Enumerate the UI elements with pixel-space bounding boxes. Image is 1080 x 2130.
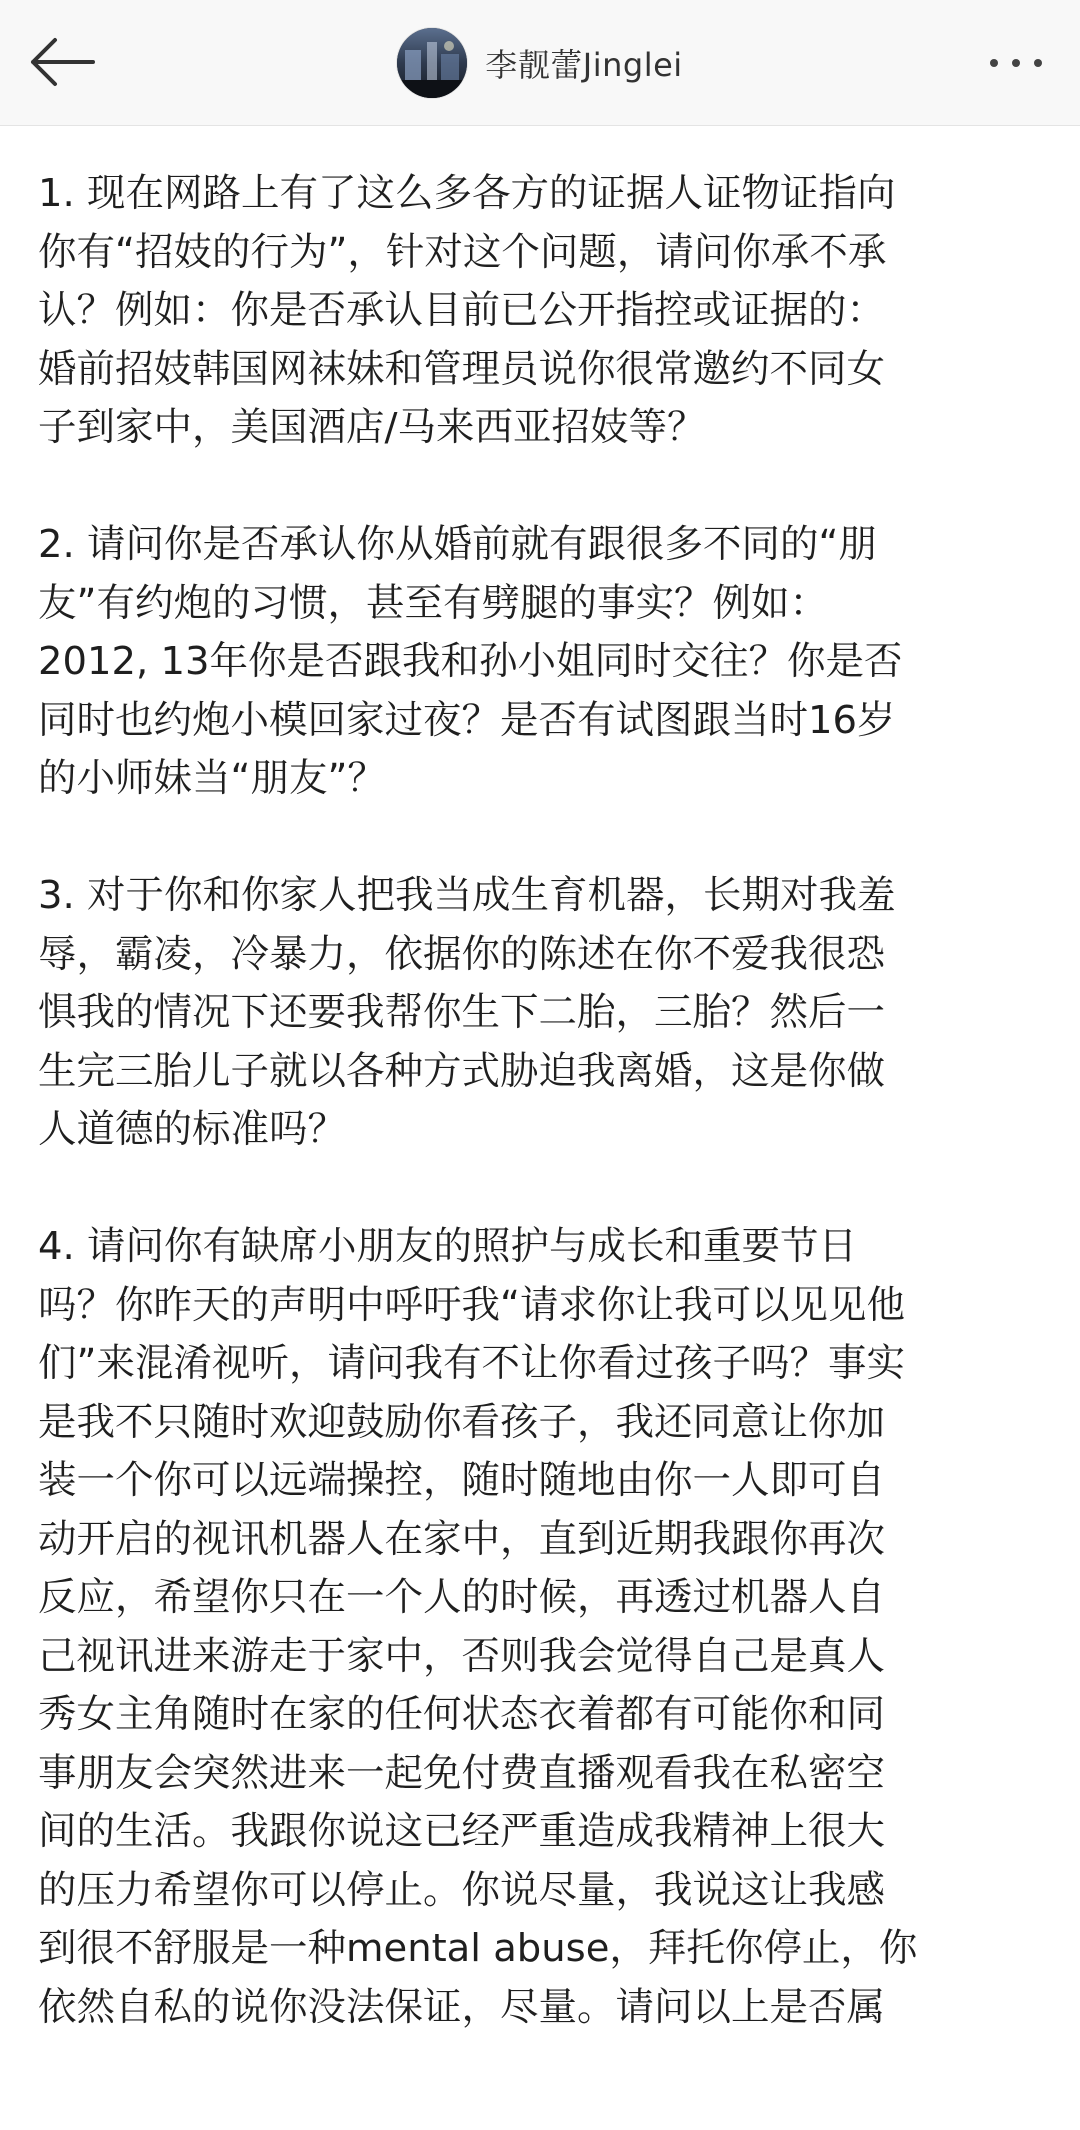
post-body [38,165,1038,2096]
top-nav-bar [0,0,1080,126]
back-button[interactable] [22,26,102,98]
post-paragraph-2: 2. 请问你是否承认你从婚前就有跟很多不同的“朋 友”有约炮的习惯，甚至有劈腿的事实？例如： 2012, 13年你是否跟我和孙小姐同时交往？你是否 同时也约炮小模回家过夜？是否有试图跟当时16岁 的小师妹当“朋友”？ [38,522,903,801]
avatar[interactable] [397,28,467,98]
post-paragraph-3: 3. 对于你和你家人把我当成生育机器，长期对我羞 辱，霸凌，冷暴力，依据你的陈述在你不爱我很恐 惧我的情况下还要我帮你生下二胎，三胎？然后一 生完三胎儿子就以各种方式胁迫我离婚，这是你做 人道德的标准吗？ [38,873,896,1152]
more-horizontal-icon [983,59,1049,67]
more-button[interactable] [974,36,1058,90]
arrow-left-icon [27,37,97,87]
post-paragraph-4: 4. 请问你有缺席小朋友的照护与成长和重要节日 吗？你昨天的声明中呼吁我“请求你让我可以见见他 们”来混淆视听，请问我有不让你看过孩子吗？事实 是我不只随时欢迎鼓励你看孩子，我还同意让你加 装一个你可以远端操控，随时随地由你一人即可自 动开启的视讯机器人在家中，直到近期我跟你再次 反应，希望你只在一个人的时候，再透过机器人自 己视讯进来游走于家中，否则我会觉得自己是真人 秀女主角随时在家的任何状态衣着都有可能你和同 事朋友会突然进来一起免付费直播观看我在私密空 间的生活。我跟你说这已经严重造成我精神上很大 的压力希望你可以停止。你说尽量，我说这让我感 到很不舒服是一种mental abuse，拜托你停止，你 依然自私的说你没法保证，尽量。请问以上是否属 [38,1224,918,2030]
profile-header[interactable] [397,28,682,98]
post-paragraph-1: 1. 现在网路上有了这么多各方的证据人证物证指向 你有“招妓的行为”，针对这个问题，请问你承不承 认？例如：你是否承认目前已公开指控或证据的： 婚前招妓韩国网袜妹和管理员说你很常邀约不同女 子到家中，美国酒店/马来西亚招妓等？ [38,171,896,450]
username[interactable]: 李靓蕾Jinglei [485,46,683,84]
